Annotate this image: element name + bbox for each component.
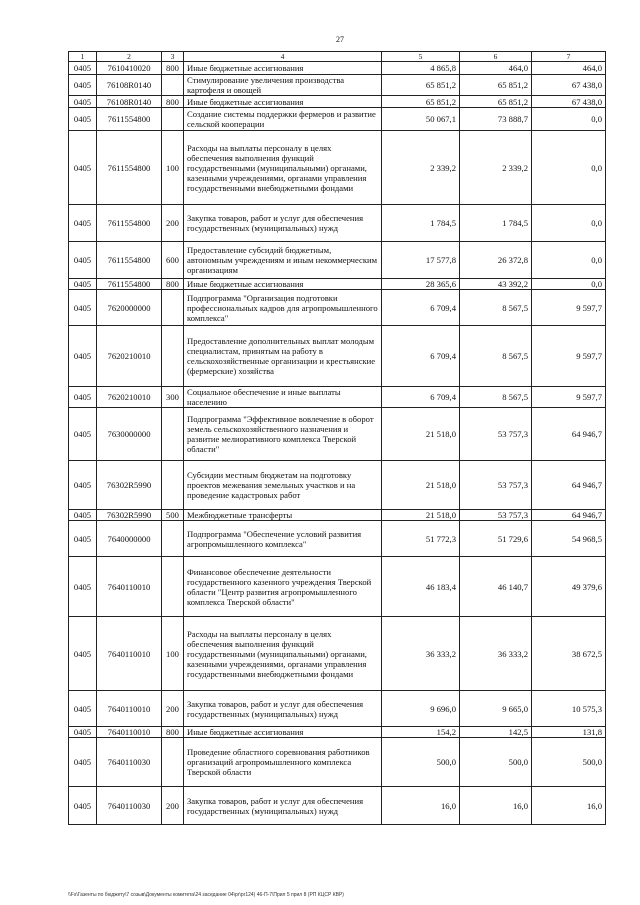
table-row	[69, 290, 606, 326]
amount-year-1-cell: 500,0	[382, 738, 460, 787]
item-name-cell: Закупка товаров, работ и услуг для обеспечения государственных (муниципальных) нужд	[184, 691, 382, 727]
amount-year-1-cell: 28 365,6	[382, 279, 460, 290]
amount-year-3-cell: 131,8	[532, 727, 606, 738]
section-code-cell: 0405	[69, 62, 97, 75]
header-cell: 1	[69, 52, 97, 62]
amount-year-2-cell: 8 567,5	[460, 326, 532, 387]
target-article-code-cell: 7620210010	[97, 326, 162, 387]
amount-year-3-cell: 67 438,0	[532, 96, 606, 108]
expense-type-cell: 800	[162, 96, 184, 108]
table-row	[69, 387, 606, 408]
amount-year-3-cell: 64 946,7	[532, 461, 606, 510]
expense-type-cell	[162, 75, 184, 96]
target-article-code-cell: 76108R0140	[97, 75, 162, 96]
header-cell: 6	[460, 52, 532, 62]
item-name-cell: Финансовое обеспечение деятельности государственного казенного учреждения Тверской области "Центр развития агропромышленного комплекса Тверской области"	[184, 557, 382, 617]
section-code-cell: 0405	[69, 205, 97, 242]
expense-type-cell	[162, 738, 184, 787]
amount-year-2-cell: 53 757,3	[460, 510, 532, 521]
item-name-cell: Субсидии местным бюджетам на подготовку проектов межевания земельных участков и на проведение кадастровых работ	[184, 461, 382, 510]
amount-year-2-cell: 8 567,5	[460, 387, 532, 408]
table-header-row	[69, 52, 606, 62]
amount-year-1-cell: 46 183,4	[382, 557, 460, 617]
table-row	[69, 557, 606, 617]
expense-type-cell	[162, 290, 184, 326]
target-article-code-cell: 7620000000	[97, 290, 162, 326]
amount-year-3-cell: 67 438,0	[532, 75, 606, 96]
amount-year-3-cell: 9 597,7	[532, 326, 606, 387]
item-name-cell: Закупка товаров, работ и услуг для обеспечения государственных (муниципальных) нужд	[184, 787, 382, 825]
amount-year-3-cell: 0,0	[532, 279, 606, 290]
amount-year-2-cell: 53 757,3	[460, 408, 532, 461]
amount-year-2-cell: 43 392,2	[460, 279, 532, 290]
item-name-cell: Предоставление субсидий бюджетным, автономным учреждениям и иным некоммерческим организациям	[184, 242, 382, 279]
expense-type-cell: 100	[162, 617, 184, 691]
header-cell: 4	[184, 52, 382, 62]
section-code-cell: 0405	[69, 787, 97, 825]
table-row	[69, 96, 606, 108]
amount-year-3-cell: 0,0	[532, 205, 606, 242]
header-cell: 5	[382, 52, 460, 62]
item-name-cell: Подпрограмма "Эффективное вовлечение в оборот земель сельскохозяйственного назначения и развитие мелиоративного комплекса Тверской области"	[184, 408, 382, 461]
amount-year-2-cell: 9 665,0	[460, 691, 532, 727]
expense-type-cell: 600	[162, 242, 184, 279]
target-article-code-cell: 7610410020	[97, 62, 162, 75]
table-row	[69, 108, 606, 131]
amount-year-3-cell: 54 968,5	[532, 521, 606, 557]
expense-type-cell: 200	[162, 205, 184, 242]
amount-year-2-cell: 36 333,2	[460, 617, 532, 691]
expense-type-cell: 300	[162, 387, 184, 408]
expense-type-cell: 800	[162, 727, 184, 738]
file-path-footer: \\Fs\Газенты по бюджету\7 созыв\Документы комитета\24 заседание 04\pr\pr124) 46-П-7\Прил 5 прил 8 (РП КЦСР КВР)	[68, 892, 344, 898]
section-code-cell: 0405	[69, 738, 97, 787]
header-cell: 7	[532, 52, 606, 62]
item-name-cell: Проведение областного соревнования работников организаций агропромышленного комплекса Тверской области	[184, 738, 382, 787]
table-row	[69, 205, 606, 242]
target-article-code-cell: 7640110030	[97, 738, 162, 787]
expense-type-cell	[162, 408, 184, 461]
target-article-code-cell: 7640110010	[97, 727, 162, 738]
expense-type-cell: 200	[162, 787, 184, 825]
amount-year-1-cell: 65 851,2	[382, 96, 460, 108]
amount-year-2-cell: 8 567,5	[460, 290, 532, 326]
amount-year-3-cell: 9 597,7	[532, 290, 606, 326]
section-code-cell: 0405	[69, 279, 97, 290]
amount-year-1-cell: 2 339,2	[382, 131, 460, 205]
expense-type-cell: 100	[162, 131, 184, 205]
section-code-cell: 0405	[69, 510, 97, 521]
amount-year-1-cell: 50 067,1	[382, 108, 460, 131]
table-row	[69, 461, 606, 510]
section-code-cell: 0405	[69, 461, 97, 510]
section-code-cell: 0405	[69, 387, 97, 408]
amount-year-3-cell: 0,0	[532, 108, 606, 131]
section-code-cell: 0405	[69, 108, 97, 131]
page-number: 27	[336, 35, 344, 44]
item-name-cell: Иные бюджетные ассигнования	[184, 96, 382, 108]
amount-year-1-cell: 51 772,3	[382, 521, 460, 557]
header-cell: 3	[162, 52, 184, 62]
amount-year-3-cell: 49 379,6	[532, 557, 606, 617]
amount-year-3-cell: 64 946,7	[532, 510, 606, 521]
item-name-cell: Иные бюджетные ассигнования	[184, 62, 382, 75]
expense-type-cell	[162, 461, 184, 510]
amount-year-2-cell: 500,0	[460, 738, 532, 787]
amount-year-1-cell: 1 784,5	[382, 205, 460, 242]
item-name-cell: Создание системы поддержки фермеров и развитие сельской кооперации	[184, 108, 382, 131]
amount-year-2-cell: 2 339,2	[460, 131, 532, 205]
item-name-cell: Социальное обеспечение и иные выплаты населению	[184, 387, 382, 408]
amount-year-2-cell: 53 757,3	[460, 461, 532, 510]
amount-year-3-cell: 464,0	[532, 62, 606, 75]
target-article-code-cell: 76302R5990	[97, 510, 162, 521]
item-name-cell: Расходы на выплаты персоналу в целях обеспечения выполнения функций государственными (муниципальными) органами, казенными учреждениями, органами управления государственными внебюджетными фондами	[184, 617, 382, 691]
section-code-cell: 0405	[69, 75, 97, 96]
section-code-cell: 0405	[69, 290, 97, 326]
expense-type-cell: 200	[162, 691, 184, 727]
amount-year-2-cell: 46 140,7	[460, 557, 532, 617]
target-article-code-cell: 7640110030	[97, 787, 162, 825]
table-row	[69, 727, 606, 738]
target-article-code-cell: 7620210010	[97, 387, 162, 408]
amount-year-1-cell: 36 333,2	[382, 617, 460, 691]
section-code-cell: 0405	[69, 96, 97, 108]
amount-year-2-cell: 65 851,2	[460, 75, 532, 96]
section-code-cell: 0405	[69, 691, 97, 727]
item-name-cell: Предоставление дополнительных выплат молодым специалистам, принятым на работу в сельскохозяйственные организации и крестьянские (фермерские) хозяйства	[184, 326, 382, 387]
target-article-code-cell: 7640110010	[97, 617, 162, 691]
expense-type-cell	[162, 108, 184, 131]
amount-year-2-cell: 16,0	[460, 787, 532, 825]
amount-year-1-cell: 21 518,0	[382, 408, 460, 461]
amount-year-1-cell: 6 709,4	[382, 326, 460, 387]
amount-year-2-cell: 464,0	[460, 62, 532, 75]
table-row	[69, 787, 606, 825]
table-row	[69, 691, 606, 727]
amount-year-2-cell: 73 888,7	[460, 108, 532, 131]
section-code-cell: 0405	[69, 131, 97, 205]
table-row	[69, 510, 606, 521]
target-article-code-cell: 76302R5990	[97, 461, 162, 510]
table-row	[69, 521, 606, 557]
table-row	[69, 62, 606, 75]
amount-year-1-cell: 16,0	[382, 787, 460, 825]
item-name-cell: Расходы на выплаты персоналу в целях обеспечения выполнения функций государственными (муниципальными) органами, казенными учреждениями, органами управления государственными внебюджетными фондами	[184, 131, 382, 205]
amount-year-3-cell: 9 597,7	[532, 387, 606, 408]
target-article-code-cell: 7611554800	[97, 131, 162, 205]
target-article-code-cell: 7611554800	[97, 279, 162, 290]
amount-year-1-cell: 65 851,2	[382, 75, 460, 96]
section-code-cell: 0405	[69, 521, 97, 557]
amount-year-3-cell: 10 575,3	[532, 691, 606, 727]
target-article-code-cell: 7611554800	[97, 205, 162, 242]
amount-year-1-cell: 154,2	[382, 727, 460, 738]
expense-type-cell: 500	[162, 510, 184, 521]
target-article-code-cell: 7640000000	[97, 521, 162, 557]
budget-table	[68, 51, 606, 825]
amount-year-3-cell: 64 946,7	[532, 408, 606, 461]
section-code-cell: 0405	[69, 408, 97, 461]
table-row	[69, 75, 606, 96]
table-row	[69, 279, 606, 290]
amount-year-2-cell: 142,5	[460, 727, 532, 738]
amount-year-1-cell: 4 865,8	[382, 62, 460, 75]
table-row	[69, 408, 606, 461]
target-article-code-cell: 7640110010	[97, 557, 162, 617]
item-name-cell: Межбюджетные трансферты	[184, 510, 382, 521]
amount-year-1-cell: 9 696,0	[382, 691, 460, 727]
amount-year-1-cell: 21 518,0	[382, 510, 460, 521]
table-row	[69, 617, 606, 691]
target-article-code-cell: 76108R0140	[97, 96, 162, 108]
amount-year-3-cell: 16,0	[532, 787, 606, 825]
amount-year-2-cell: 1 784,5	[460, 205, 532, 242]
amount-year-3-cell: 500,0	[532, 738, 606, 787]
amount-year-1-cell: 6 709,4	[382, 387, 460, 408]
amount-year-2-cell: 26 372,8	[460, 242, 532, 279]
amount-year-1-cell: 17 577,8	[382, 242, 460, 279]
amount-year-2-cell: 51 729,6	[460, 521, 532, 557]
section-code-cell: 0405	[69, 326, 97, 387]
section-code-cell: 0405	[69, 727, 97, 738]
section-code-cell: 0405	[69, 617, 97, 691]
amount-year-3-cell: 0,0	[532, 131, 606, 205]
expense-type-cell	[162, 326, 184, 387]
table-row	[69, 131, 606, 205]
target-article-code-cell: 7630000000	[97, 408, 162, 461]
target-article-code-cell: 7611554800	[97, 242, 162, 279]
amount-year-2-cell: 65 851,2	[460, 96, 532, 108]
expense-type-cell: 800	[162, 62, 184, 75]
header-cell: 2	[97, 52, 162, 62]
table-row	[69, 738, 606, 787]
item-name-cell: Подпрограмма "Организация подготовки профессиональных кадров для агропромышленного комплекса"	[184, 290, 382, 326]
amount-year-3-cell: 0,0	[532, 242, 606, 279]
section-code-cell: 0405	[69, 557, 97, 617]
item-name-cell: Закупка товаров, работ и услуг для обеспечения государственных (муниципальных) нужд	[184, 205, 382, 242]
target-article-code-cell: 7611554800	[97, 108, 162, 131]
amount-year-1-cell: 6 709,4	[382, 290, 460, 326]
item-name-cell: Подпрограмма "Обеспечение условий развития агропромышленного комплекса"	[184, 521, 382, 557]
item-name-cell: Стимулирование увеличения производства картофеля и овощей	[184, 75, 382, 96]
table-row	[69, 242, 606, 279]
item-name-cell: Иные бюджетные ассигнования	[184, 279, 382, 290]
amount-year-3-cell: 38 672,5	[532, 617, 606, 691]
expense-type-cell: 800	[162, 279, 184, 290]
section-code-cell: 0405	[69, 242, 97, 279]
item-name-cell: Иные бюджетные ассигнования	[184, 727, 382, 738]
expense-type-cell	[162, 521, 184, 557]
table-row	[69, 326, 606, 387]
amount-year-1-cell: 21 518,0	[382, 461, 460, 510]
target-article-code-cell: 7640110010	[97, 691, 162, 727]
expense-type-cell	[162, 557, 184, 617]
